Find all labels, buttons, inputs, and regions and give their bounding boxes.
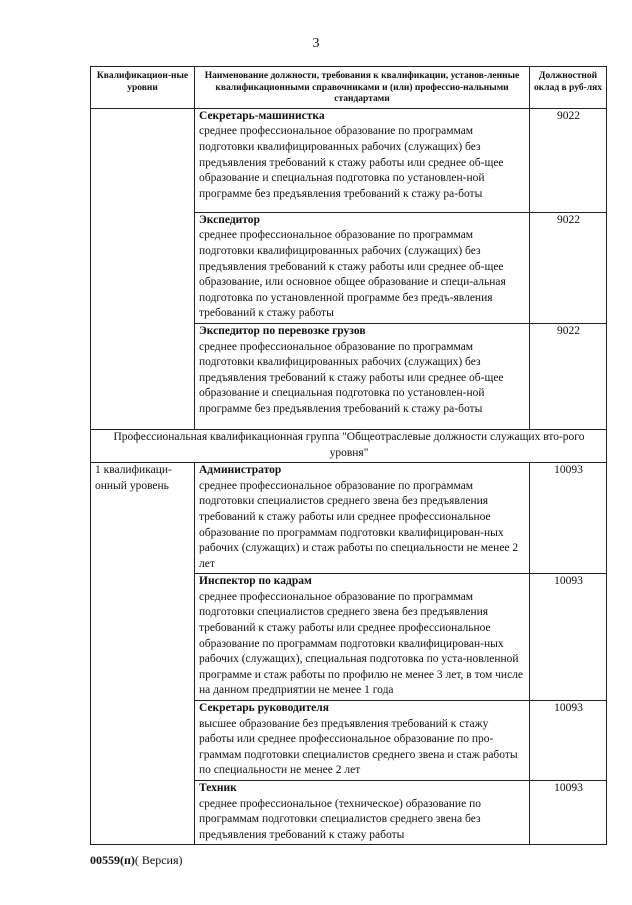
position-requirements: среднее профессиональное образование по программам подготовки квалифицированных рабочих (служащих) без предъявления требований к стажу работы или среднее об-щее образование и специальная подготовка по установлен-ной программе без предъявления требований к стажу ра-боты [199,125,504,200]
position-requirements: среднее профессиональное образование по программам подготовки квалифицированных рабочих (служащих) без предъявления требований к стажу работы или среднее об-щее образование и специальная подготовка по установлен-ной программе без предъявления требований к стажу ра-боты [199,340,504,415]
position-title: Секретарь-машинистка [199,109,325,122]
header-qualification-levels: Квалификацион-ные уровни [91,67,195,109]
position-title: Экспедитор [199,213,260,226]
position-cell [195,463,530,574]
footer [90,853,183,868]
header-position-requirements: Наименование должности, требования к квалификации, установ-ленные квалификационными справочниками и (или) профессио-нальными стандартами [195,67,530,109]
position-requirements: среднее профессиональное образование по программам подготовки специалистов среднего звена без предъявления требований к стажу работы или среднее профессиональное образование по программам подготовки квалифицирован-ных рабочих (служащих) и стаж работы по специальности не менее 2 лет [199,479,519,570]
table-row [91,463,607,574]
level-cell-empty [91,108,195,429]
group-title-row [91,429,607,462]
position-title: Администратор [199,464,282,477]
position-requirements: среднее профессиональное образование по программам подготовки квалифицированных рабочих (служащих) без предъявления требований к стажу работы или среднее об-щее образование, или основное общее образование и специ-альная подготовка по установленной программе без предъ-явления требований к стажу работы [199,229,506,320]
position-requirements: высшее образование без предъявления требований к стажу работы или среднее профессиональное образование по про-граммам подготовки специалистов среднего звена и стаж работы по специальности не менее 2 лет [199,717,518,777]
group-title: Профессиональная квалификационная группа "Общеотраслевые должности служащих вто-рого уровня" [91,429,607,462]
position-cell [195,108,530,212]
header-salary: Должностной оклад в руб-лях [530,67,607,109]
salary-cell: 10093 [530,574,607,701]
position-title: Техник [199,782,237,794]
position-cell [195,701,530,781]
position-cell [195,781,530,845]
salary-cell: 9022 [530,323,607,429]
level-cell: 1 квалификаци-онный уровень [91,463,195,845]
position-title: Инспектор по кадрам [199,575,312,588]
salary-cell: 9022 [530,108,607,212]
salary-cell: 10093 [530,781,607,845]
table-row [91,108,607,212]
position-cell [195,323,530,429]
position-title: Экспедитор по перевозке грузов [199,324,366,337]
qualification-table [90,66,607,845]
position-requirements: среднее профессиональное образование по программам подготовки специалистов среднего звена без предъявления требований к стажу работы или среднее профессиональное образование по программам подготовки квалифицирован-ных рабочих (служащих), специальная подготовка по уста-новленной программе и стаж работы по профилю не менее 3 лет, в том числе на данном предприятии не менее 1 года [199,590,524,697]
table-header-row [91,67,607,109]
salary-cell: 9022 [530,212,607,323]
salary-cell: 10093 [530,463,607,574]
salary-cell: 10093 [530,701,607,781]
position-title: Секретарь руководителя [199,702,329,715]
position-cell [195,574,530,701]
document-code: 00559(п) [90,853,135,867]
document-version: ( Версия) [134,853,183,867]
page-number: 3 [312,36,320,51]
position-cell [195,212,530,323]
position-requirements: среднее профессиональное (техническое) образование по программам подготовки специалистов среднего звена без предъявления требований к стажу работы [199,797,481,841]
